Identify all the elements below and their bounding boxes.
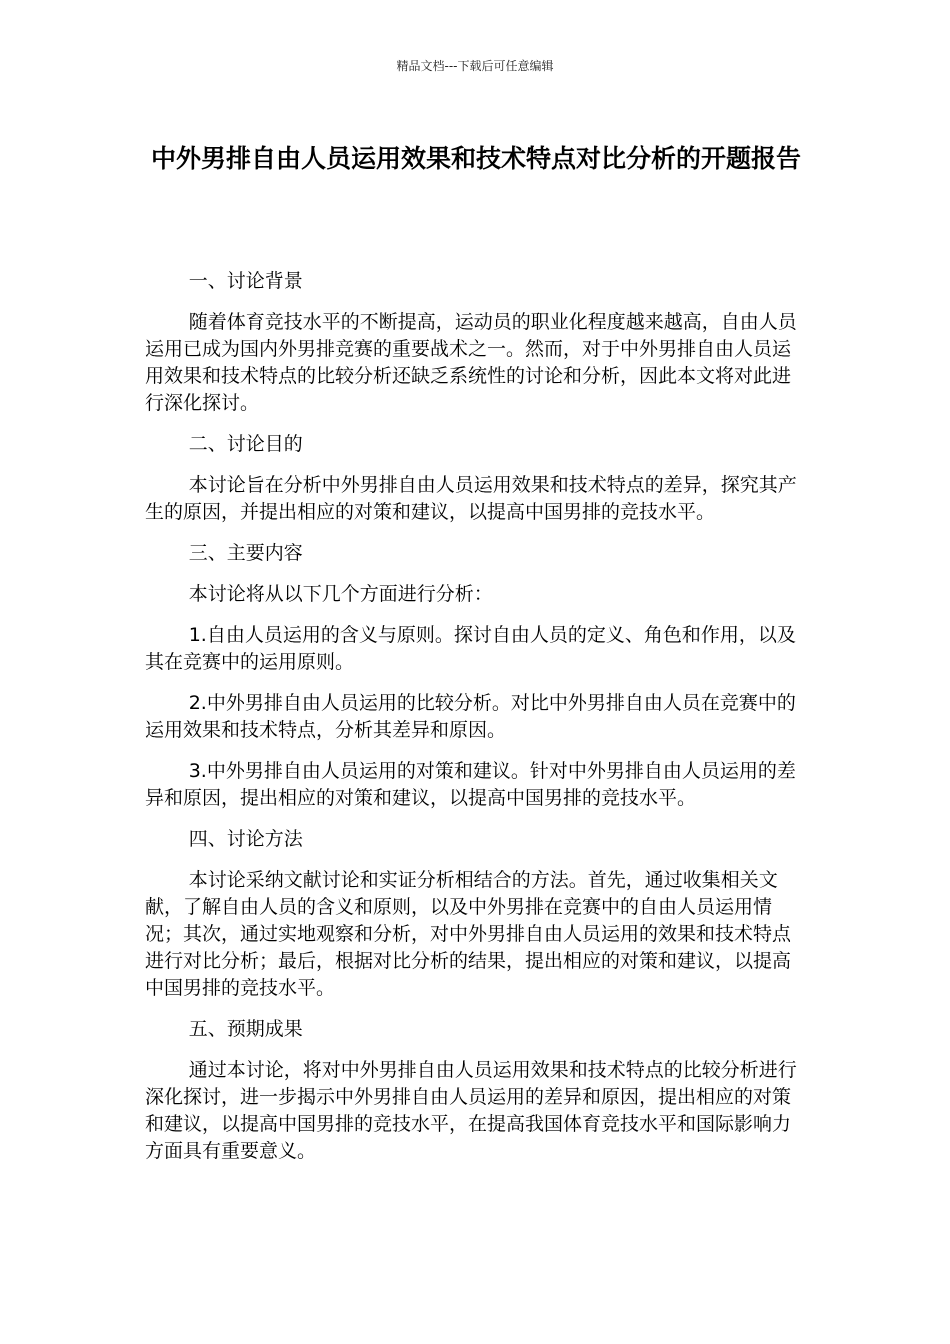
- document-title: 中外男排自由人员运用效果和技术特点对比分析的开题报告: [150, 144, 801, 173]
- document-body: [145, 268, 805, 1179]
- paragraph-content-intro: 本讨论将从以下几个方面进行分析：: [188, 583, 493, 605]
- section-heading-background: 一、讨论背景: [188, 270, 303, 292]
- paragraph-purpose: 本讨论旨在分析中外男排自由人员运用效果和技术特点的差异，探究其产生的原因，并提出相应的对策和建议，以提高中国男排的竞技水平。: [145, 474, 797, 523]
- paragraph-results: 通过本讨论，将对中外男排自由人员运用效果和技术特点的比较分析进行深化探讨，进一步揭示中外男排自由人员运用的差异和原因，提出相应的对策和建议，以提高中国男排的竞技水平，在提高我国体育竞技水平和国际影响力方面具有重要意义。: [145, 1059, 797, 1162]
- content-list-item: 1.自由人员运用的含义与原则。探讨自由人员的定义、角色和作用，以及其在竞赛中的运用原则。: [145, 624, 796, 673]
- section-heading-method: 四、讨论方法: [188, 828, 303, 850]
- content-list-item: 3.中外男排自由人员运用的对策和建议。针对中外男排自由人员运用的差异和原因，提出相应的对策和建议，以提高中国男排的竞技水平。: [145, 760, 796, 809]
- content-list-item: 2.中外男排自由人员运用的比较分析。对比中外男排自由人员在竞赛中的运用效果和技术特点，分析其差异和原因。: [145, 692, 796, 741]
- section-heading-content: 三、主要内容: [188, 542, 303, 564]
- section-heading-results: 五、预期成果: [188, 1018, 303, 1040]
- page-header: 精品文档---下载后可任意编辑: [396, 59, 554, 73]
- section-heading-purpose: 二、讨论目的: [188, 433, 303, 455]
- paragraph-background: 随着体育竞技水平的不断提高，运动员的职业化程度越来越高，自由人员运用已成为国内外男排竞赛的重要战术之一。然而，对于中外男排自由人员运用效果和技术特点的比较分析还缺乏系统性的讨论和分析，因此本文将对此进行深化探讨。: [145, 311, 797, 414]
- paragraph-method: 本讨论采纳文献讨论和实证分析相结合的方法。首先，通过收集相关文献，了解自由人员的含义和原则，以及中外男排在竞赛中的自由人员运用情况；其次，通过实地观察和分析，对中外男排自由人员运用的效果和技术特点进行对比分析；最后，根据对比分析的结果，提出相应的对策和建议，以提高中国男排的竞技水平。: [145, 869, 792, 999]
